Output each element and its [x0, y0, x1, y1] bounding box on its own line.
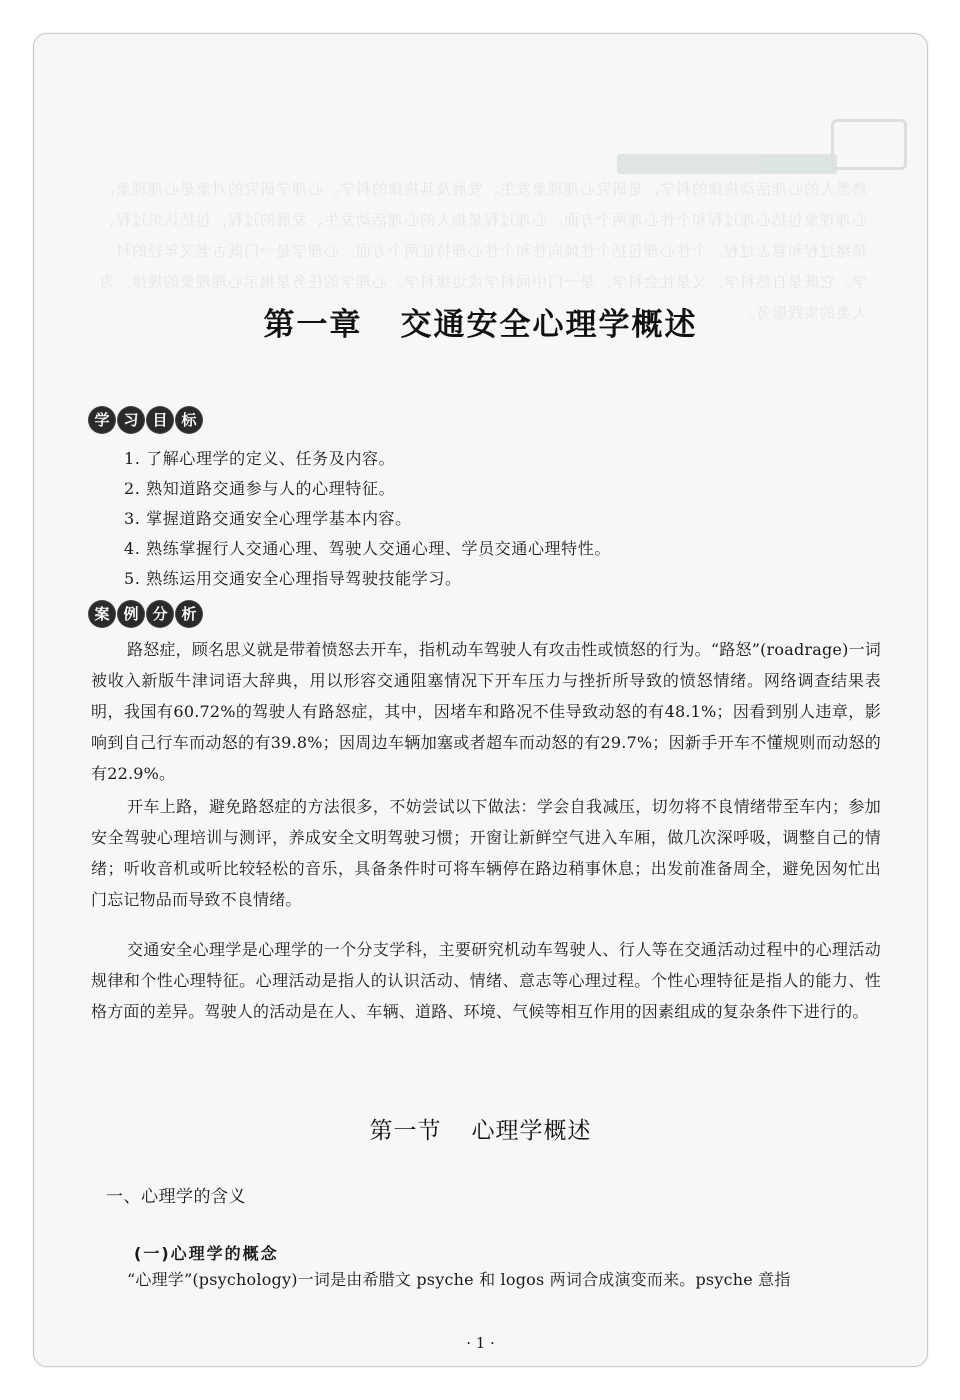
badge-char: 例 [118, 601, 144, 627]
section-name: 心理学概述 [471, 1118, 592, 1144]
subsubsection-heading: (一)心理学的概念 [134, 1244, 279, 1263]
bleed-through-text: 熟悉人的心理活动规律的科学，是研究心理现象发生、发展及其规律的科学。心理学研究的对象是心理现象，心理现象包括心理过程和个性心理两个方面。心理过程是指人的心理活动发生、发展的过程，包括认识过程、情绪过程和意志过程。个性心理包括个性倾向性和个性心理特征两个方面。心理学是一门既古老又年轻的科学。它既是自然科学，又是社会科学，是一门中间科学或边缘科学。心理学的任务是揭示心理现象的规律，为人类的实践服务。 [98, 180, 867, 322]
badge-char: 分 [147, 601, 173, 627]
intro-paragraph: 交通安全心理学是心理学的一个分支学科，主要研究机动车驾驶人、行人等在交通活动过程中的心理活动规律和个性心理特征。心理活动是指人的认识活动、情绪、意志等心理过程。个性心理特征是指人的能力、性格方面的差异。驾驶人的活动是在人、车辆、道路、环境、气候等相互作用的因素组成的复杂条件下进行的。 [91, 940, 881, 1021]
badge-char: 习 [118, 407, 144, 433]
page-number: · 1 · [466, 1334, 495, 1352]
section-title [34, 1112, 927, 1145]
objective-item: 5. 熟练运用交通安全心理指导驾驶技能学习。 [124, 569, 462, 588]
learning-objectives-badge [89, 407, 202, 433]
objective-item: 2. 熟知道路交通参与人的心理特征。 [124, 479, 396, 498]
learning-objectives-list [124, 444, 611, 594]
case-paragraph-1: 路怒症，顾名思义就是带着愤怒去开车，指机动车驾驶人有攻击性或愤怒的行为。“路怒”(roadrage)一词被收入新版牛津词语大辞典，用以形容交通阻塞情况下开车压力与挫折所导致的愤怒情绪。网络调查结果表明，我国有60.72%的驾驶人有路怒症，其中，因堵车和路况不佳导致动怒的有48.1%；因看到别人违章，影响到自己行车而动怒的有39.8%；因周边车辆加塞或者超车而动怒的有29.7%；因新手开车不懂规则而动怒的有22.9%。 [91, 640, 881, 783]
objective-item: 4. 熟练掌握行人交通心理、驾驶人交通心理、学员交通心理特性。 [124, 539, 611, 558]
running-header-ghost [607, 99, 907, 189]
objective-item: 3. 掌握道路交通安全心理学基本内容。 [124, 509, 412, 528]
case-paragraph-2: 开车上路，避免路怒症的方法很多，不妨尝试以下做法：学会自我减压，切勿将不良情绪带至车内；参加安全驾驶心理培训与测评，养成安全文明驾驶习惯；开窗让新鲜空气进入车厢，做几次深呼吸，调整自己的情绪；听收音机或听比较轻松的音乐，具备条件时可将车辆停在路边稍事休息；出发前准备周全，避免因匆忙出门忘记物品而导致不良情绪。 [91, 797, 881, 909]
badge-char: 目 [147, 407, 173, 433]
chapter-number: 第一章 [263, 307, 363, 343]
chapter-name: 交通安全心理学概述 [400, 307, 698, 343]
case-analysis-badge [89, 601, 202, 627]
badge-char: 案 [89, 601, 115, 627]
badge-char: 析 [176, 601, 202, 627]
chapter-title [34, 299, 927, 344]
body-paragraph: “心理学”(psychology)一词是由希腊文 psyche 和 logos 两词合成演变而来。psyche 意指 [127, 1270, 791, 1289]
badge-char: 标 [176, 407, 202, 433]
section-number: 第一节 [369, 1118, 442, 1144]
book-page [33, 33, 928, 1367]
subsection-heading: 一、心理学的含义 [106, 1187, 246, 1207]
objective-item: 1. 了解心理学的定义、任务及内容。 [124, 449, 396, 468]
badge-char: 学 [89, 407, 115, 433]
